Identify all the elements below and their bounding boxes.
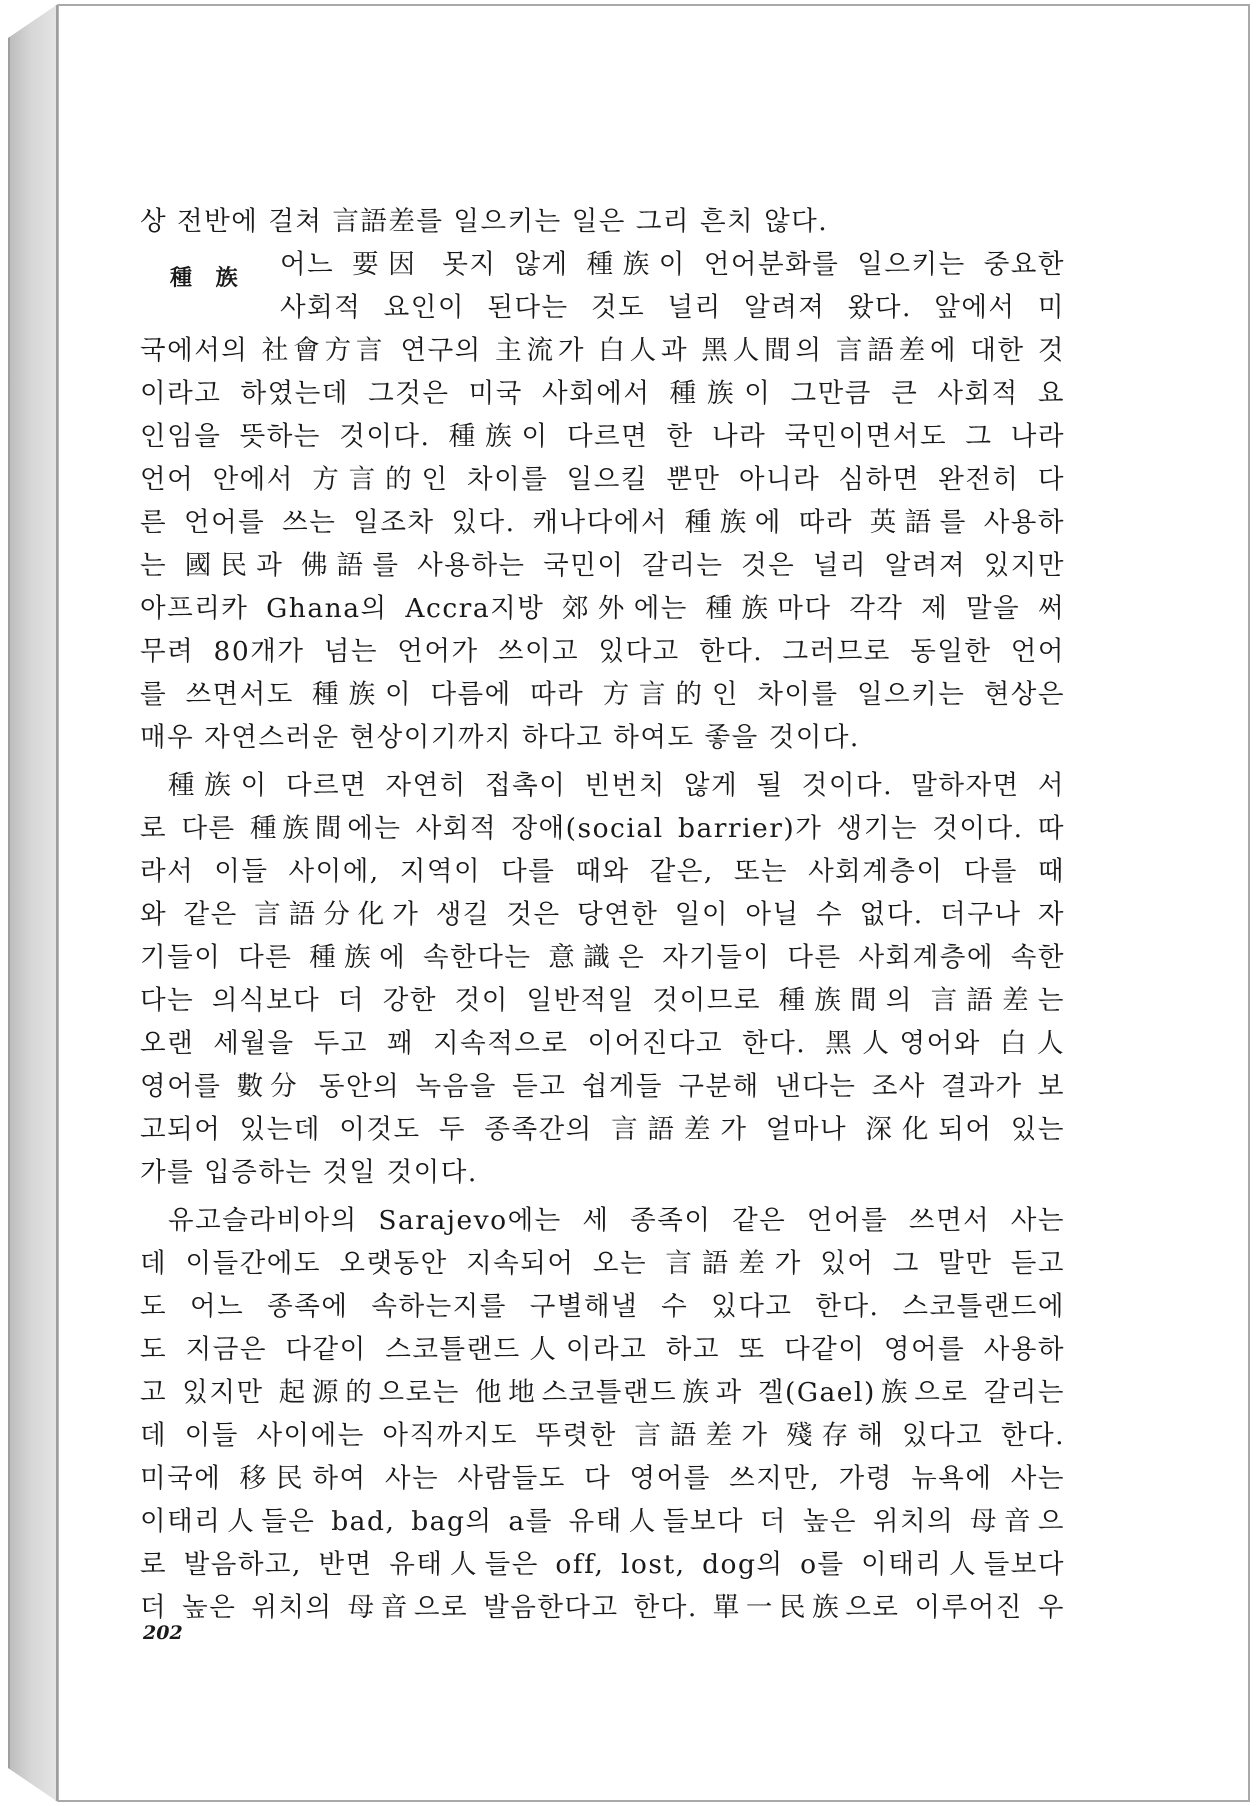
text-line: 를 쓰면서도 種族이 다름에 따라 方言的인 차이를 일으키는 현상은 bbox=[140, 679, 1065, 710]
text-line: 아프리카 Ghana의 Accra지방 郊外에는 種族마다 각각 제 말을 써 bbox=[140, 593, 1065, 624]
text-line: 인임을 뜻하는 것이다. 種族이 다르면 한 나라 국민이면서도 그 나라 bbox=[140, 421, 1065, 452]
text-line: 언어 안에서 方言的인 차이를 일으킬 뿐만 아니라 심하면 완전히 다 bbox=[140, 464, 1065, 495]
text-line: 른 언어를 쓰는 일조차 있다. 캐나다에서 種族에 따라 英語를 사용하 bbox=[140, 507, 1065, 538]
text-line: 로 다른 種族間에는 사회적 장애(social barrier)가 생기는 것이다. 따 bbox=[140, 813, 1065, 844]
text-line: 데 이들간에도 오랫동안 지속되어 오는 言語差가 있어 그 말만 듣고 bbox=[140, 1248, 1065, 1279]
text-line: 사회적 요인이 된다는 것도 널리 알려져 왔다. 앞에서 미 bbox=[280, 292, 1065, 323]
text-line: 種族이 다르면 자연히 접촉이 빈번치 않게 될 것이다. 말하자면 서 bbox=[168, 770, 1065, 801]
text-line: 더 높은 위치의 母音으로 발음한다고 한다. 單一民族으로 이루어진 우 bbox=[140, 1592, 1065, 1623]
text-line: 기들이 다른 種族에 속한다는 意識은 자기들이 다른 사회계층에 속한 bbox=[140, 942, 1065, 973]
text-line: 다는 의식보다 더 강한 것이 일반적일 것이므로 種族間의 言語差는 bbox=[140, 985, 1065, 1016]
text-line: 유고슬라비아의 Sarajevo에는 세 종족이 같은 언어를 쓰면서 사는 bbox=[168, 1205, 1065, 1236]
text-line: 무려 80개가 넘는 언어가 쓰이고 있다고 한다. 그러므로 동일한 언어 bbox=[140, 636, 1065, 667]
section-intro-lines bbox=[280, 243, 1065, 329]
text-line: 이태리人들은 bad, bag의 a를 유태人들보다 더 높은 위치의 母音으 bbox=[140, 1506, 1065, 1537]
book-spine bbox=[8, 4, 58, 1802]
text-line: 상 전반에 걸쳐 言語差를 일으키는 일은 그리 흔치 않다. bbox=[140, 206, 829, 237]
text-line: 어느 要因 못지 않게 種族이 언어분화를 일으키는 중요한 bbox=[280, 249, 1065, 280]
section-intro bbox=[140, 243, 1065, 329]
text-line: 는 國民과 佛語를 사용하는 국민이 갈리는 것은 널리 알려져 있지만 bbox=[140, 550, 1065, 581]
section-heading: 種 族 bbox=[170, 265, 246, 291]
text-line: 도 어느 종족에 속하는지를 구별해낼 수 있다고 한다. 스코틀랜드에 bbox=[140, 1291, 1065, 1322]
text-line: 영어를 數分 동안의 녹음을 듣고 쉽게들 구분해 낸다는 조사 결과가 보 bbox=[140, 1071, 1065, 1102]
text-line: 가를 입증하는 것일 것이다. bbox=[140, 1157, 478, 1188]
text-line: 이라고 하였는데 그것은 미국 사회에서 種族이 그만큼 큰 사회적 요 bbox=[140, 378, 1065, 409]
page-number: 202 bbox=[143, 1622, 183, 1644]
text-line: 도 지금은 다같이 스코틀랜드人이라고 하고 또 다같이 영어를 사용하 bbox=[140, 1334, 1065, 1365]
text-line: 로 발음하고, 반면 유태人들은 off, lost, dog의 o를 이태리人들보다 bbox=[140, 1549, 1065, 1580]
body-text bbox=[140, 200, 1065, 1629]
text-line: 와 같은 言語分化가 생길 것은 당연한 일이 아닐 수 없다. 더구나 자 bbox=[140, 899, 1065, 930]
text-line: 데 이들 사이에는 아직까지도 뚜렷한 言語差가 殘存해 있다고 한다. bbox=[140, 1420, 1065, 1451]
text-line: 미국에 移民하여 사는 사람들도 다 영어를 쓰지만, 가령 뉴욕에 사는 bbox=[140, 1463, 1065, 1494]
text-line: 국에서의 社會方言 연구의 主流가 白人과 黑人間의 言語差에 대한 것 bbox=[140, 335, 1065, 366]
text-line: 고되어 있는데 이것도 두 종족간의 言語差가 얼마나 深化되어 있는 bbox=[140, 1114, 1065, 1145]
text-line: 라서 이들 사이에, 지역이 다를 때와 같은, 또는 사회계층이 다를 때 bbox=[140, 856, 1065, 887]
text-line: 매우 자연스러운 현상이기까지 하다고 하여도 좋을 것이다. bbox=[140, 722, 860, 753]
text-line: 오랜 세월을 두고 꽤 지속적으로 이어진다고 한다. 黑人영어와 白人 bbox=[140, 1028, 1065, 1059]
text-line: 고 있지만 起源的으로는 他地스코틀랜드族과 겔(Gael)族으로 갈리는 bbox=[140, 1377, 1065, 1408]
